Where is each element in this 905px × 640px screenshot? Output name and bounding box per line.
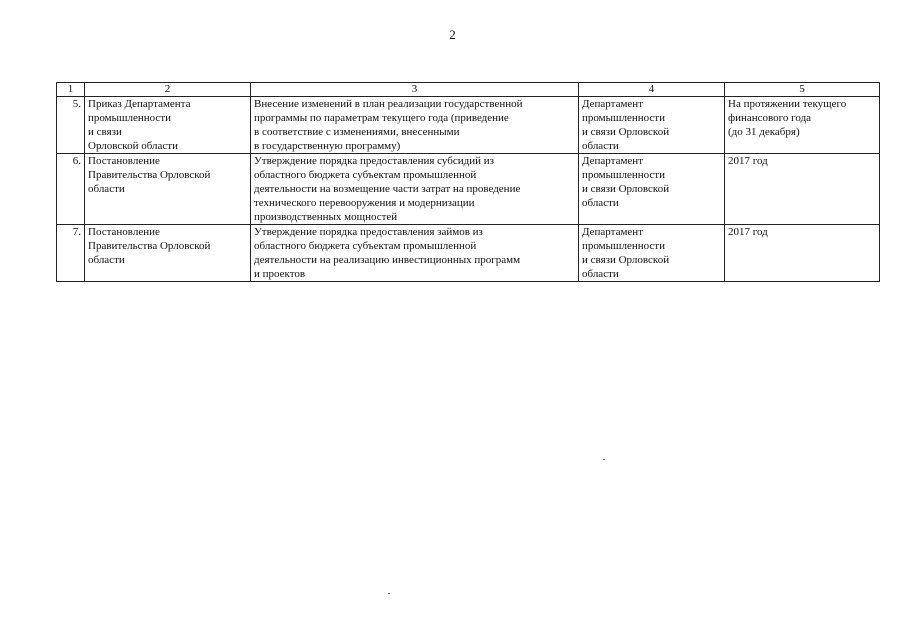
table-row <box>57 154 880 225</box>
document-type-cell: Постановление Правительства Орловской области <box>85 154 251 225</box>
table-header-row <box>57 83 880 97</box>
document-type-cell: Постановление Правительства Орловской области <box>85 225 251 282</box>
row-number: 6. <box>57 154 85 225</box>
table-row <box>57 97 880 154</box>
executor-cell: Департамент промышленности и связи Орловской области <box>579 97 725 154</box>
header-cell-5: 5 <box>725 83 880 97</box>
page-number: 2 <box>449 27 456 42</box>
scan-speck <box>388 593 390 594</box>
executor-cell: Департамент промышленности и связи Орловской области <box>579 154 725 225</box>
content-cell: Утверждение порядка предоставления займов из областного бюджета субъектам промышленной деятельности на реализацию инвестиционных программ и проектов <box>251 225 579 282</box>
content-cell: Внесение изменений в план реализации государственной программы по параметрам текущего года (приведение в соответствие с изменениями, внесенными в государственную программу) <box>251 97 579 154</box>
row-number: 7. <box>57 225 85 282</box>
table-row <box>57 225 880 282</box>
header-cell-4: 4 <box>579 83 725 97</box>
document-type-cell: Приказ Департамента промышленности и связи Орловской области <box>85 97 251 154</box>
scan-speck <box>603 459 605 460</box>
measures-table <box>56 82 880 282</box>
header-cell-1: 1 <box>57 83 85 97</box>
header-cell-3: 3 <box>251 83 579 97</box>
content-cell: Утверждение порядка предоставления субсидий из областного бюджета субъектам промышленной деятельности на возмещение части затрат на проведение технического перевооружения и модернизации производственных мощностей <box>251 154 579 225</box>
deadline-cell: На протяжении текущего финансового года (до 31 декабря) <box>725 97 880 154</box>
deadline-cell: 2017 год <box>725 154 880 225</box>
deadline-cell: 2017 год <box>725 225 880 282</box>
row-number: 5. <box>57 97 85 154</box>
executor-cell: Департамент промышленности и связи Орловской области <box>579 225 725 282</box>
header-cell-2: 2 <box>85 83 251 97</box>
